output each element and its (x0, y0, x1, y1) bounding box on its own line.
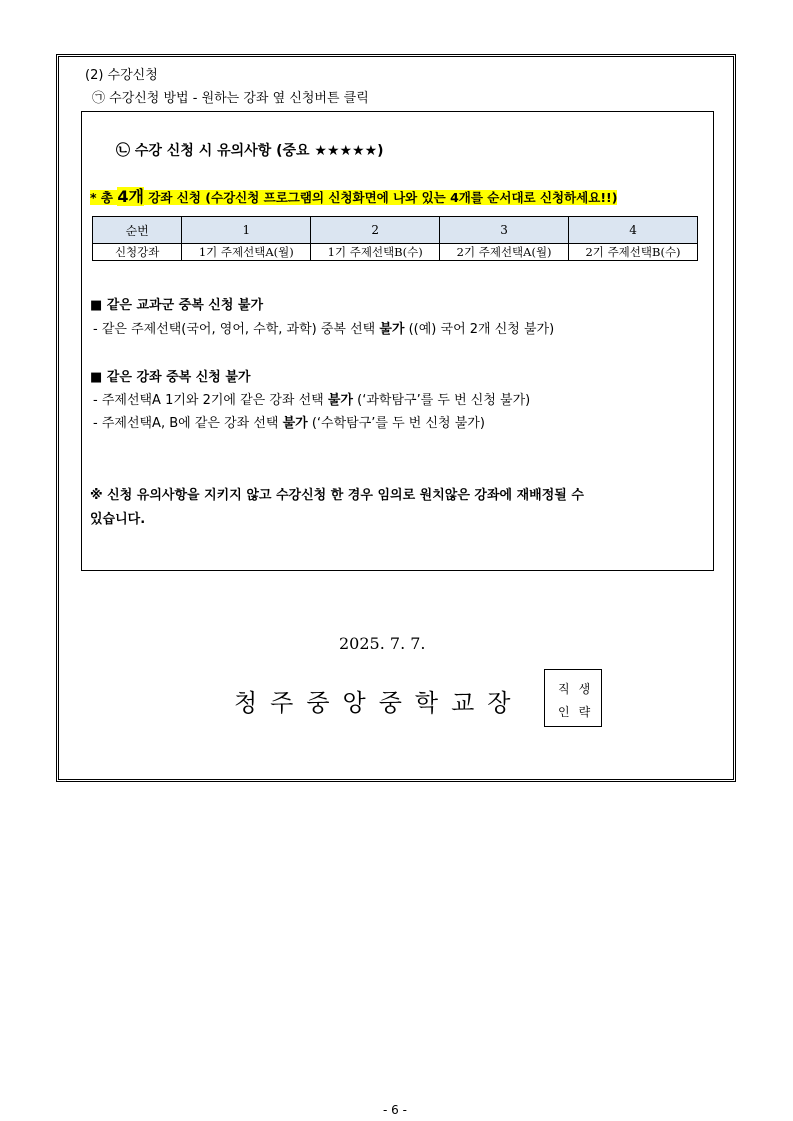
section-title: (2) 수강신청 (85, 68, 158, 83)
notice-heading: ㉡ 수강 신청 시 유의사항 (중요 ★★★★★) (116, 143, 384, 159)
rule1-heading: ■ 같은 교과군 중복 신청 불가 (90, 298, 264, 313)
issue-date: 2025. 7. 7. (339, 634, 426, 653)
course-table (92, 216, 698, 261)
rule1-item-note: ((예) 국어 2개 신청 불가) (404, 322, 555, 337)
rule2-heading: ■ 같은 강좌 중복 신청 불가 (90, 370, 251, 385)
table-header-row (93, 217, 698, 244)
highlight-count: 4개 (117, 187, 144, 206)
header-number-cell: 3 (440, 217, 569, 244)
row-label-cell: 신청강좌 (93, 244, 182, 261)
highlight-prefix: * 총 (90, 190, 118, 205)
rule2-item2-note: (‘수학탐구’를 두 번 신청 불가) (307, 416, 485, 431)
rule2-item2-text: - 주제선택A, B에 같은 강좌 선택 (93, 416, 283, 431)
rule2-item-2 (93, 412, 485, 431)
header-number-cell: 2 (311, 217, 440, 244)
rule2-item1-note: (‘과학탐구’를 두 번 신청 불가) (353, 393, 531, 408)
warning-line-1: ※ 신청 유의사항을 지키지 않고 수강신청 한 경우 임의로 원치않은 강좌에 재배정될 수 (90, 488, 584, 503)
course-cell: 2기 주제선택B(수) (569, 244, 698, 261)
highlight-suffix: 강좌 신청 (수강신청 프로그램의 신청화면에 나와 있는 4개를 순서대로 신청하세요!!) (143, 190, 618, 205)
rule2-item-1 (93, 389, 530, 408)
rule2-item1-text: - 주제선택A 1기와 2기에 같은 강좌 선택 (93, 393, 328, 408)
rule1-item (93, 318, 554, 337)
highlight-line (90, 184, 617, 207)
rule2-item1-bold: 불가 (327, 393, 353, 408)
warning-line-2: 있습니다. (90, 512, 146, 527)
header-number-cell: 4 (569, 217, 698, 244)
seal-line-2: 인략 (558, 705, 600, 719)
course-cell: 2기 주제선택A(월) (440, 244, 569, 261)
section-subtitle: ㉠ 수강신청 방법 - 원하는 강좌 옆 신청버튼 클릭 (92, 91, 369, 106)
header-number-cell: 1 (182, 217, 311, 244)
page-number: - 6 - (383, 1103, 407, 1117)
rule1-item-bold: 불가 (379, 322, 405, 337)
rule1-item-text: - 같은 주제선택(국어, 영어, 수학, 과학) 중복 선택 (93, 322, 380, 337)
seal-line-1: 직생 (558, 682, 600, 696)
course-cell: 1기 주제선택B(수) (311, 244, 440, 261)
rule2-item2-bold: 불가 (282, 416, 308, 431)
header-label-cell: 순번 (93, 217, 182, 244)
table-row (93, 244, 698, 261)
school-principal: 청주중앙중학교장 (234, 689, 524, 717)
official-seal-box (544, 669, 602, 727)
course-cell: 1기 주제선택A(월) (182, 244, 311, 261)
